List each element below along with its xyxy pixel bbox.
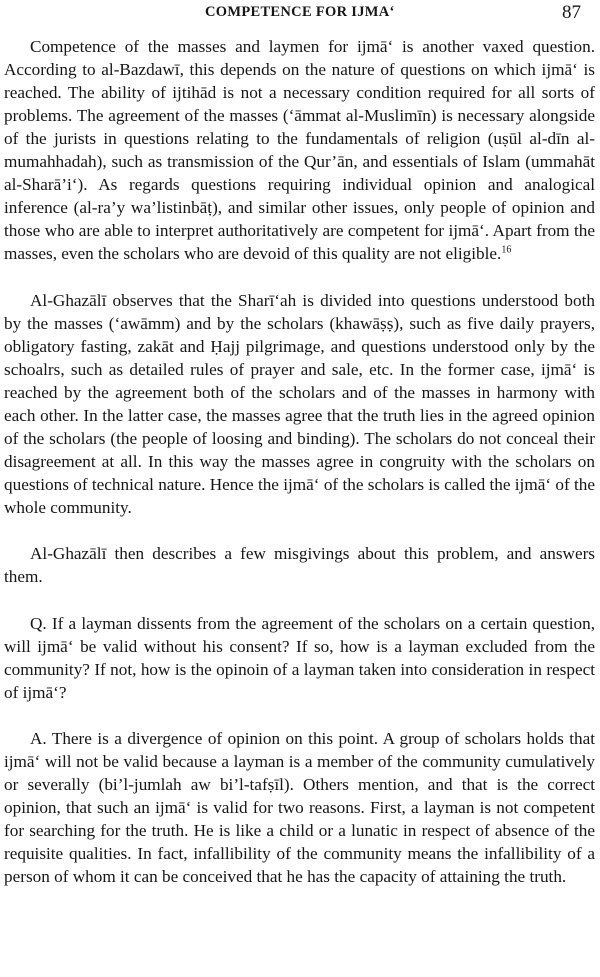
paragraph-ghazali-observes (4, 289, 595, 519)
body-text (4, 35, 595, 912)
paragraph-ghazali-misgivings (4, 542, 595, 588)
running-head: COMPETENCE FOR IJMA‘ (205, 4, 395, 20)
paragraph-answer (4, 727, 595, 888)
footnote-marker: 16 (501, 244, 512, 256)
paragraph-text: A. There is a divergence of opinion on this point. A group of scholars holds that ijmā‘ will not be valid because a layman is a member of the community cumulatively or severally (bi’l-jumlah aw bi’l-tafṣīl). Others mention, and that is the correct opinion, that such an ijmā‘ is valid for two reasons. First, a layman is not competent for searching for the truth. He is like a child or a lunatic in respect of absence of the requisite qualities. In fact, infallibility of the community means the infallibility of a person of whom it can be conceived that he has the capacity of attaining the truth. (4, 729, 595, 886)
page-number: 87 (562, 2, 581, 23)
paragraph-masses-competence (4, 35, 595, 265)
page-header (0, 4, 600, 26)
paragraph-text: Competence of the masses and laymen for ijmā‘ is another vaxed question. According to al-Bazdawī, this depends on the nature of questions on which ijmā‘ is reached. The ability of ijtihād is not a necessary condition required for all sorts of problems. The agreement of the masses (‘āmmat al-Muslimīn) is necessary alongside of the jurists in questions relating to the fundamentals of religion (uṣūl al-dīn al-mumahhadah), such as transmission of the Qur’ān, and essentials of Islam (ummahāt al-Sharā’i‘). As regards questions requiring individual opinion and analogical inference (al-ra’y wa’listinbāṭ), and similar other issues, only people of opinion and those who are able to interpret authoritatively are competent for ijmā‘. Apart from the masses, even the scholars who are devoid of this quality are not eligible. (4, 37, 595, 263)
paragraph-question (4, 612, 595, 704)
paragraph-text: Al-Ghazālī then describes a few misgivings about this problem, and answers them. (4, 544, 595, 586)
paragraph-text: Al-Ghazālī observes that the Sharī‘ah is divided into questions understood both by the masses (‘awāmm) and by the scholars (khawāṣṣ), such as five daily prayers, obligatory fasting, zakāt and Ḥajj pilgrimage, and questions understood only by the schoalrs, such as detailed rules of prayer and sale, etc. In the former case, ijmā‘ is reached by the agreement both of the scholars and of the masses in harmony with each other. In the latter case, the masses agree that the truth lies in the agreed opinion of the scholars (the people of loosing and binding). The scholars do not conceal their disagreement at all. In this way the masses agree in congruity with the scholars on questions of technical nature. Hence the ijmā‘ of the scholars is called the ijmā‘ of the whole community. (4, 290, 595, 517)
paragraph-text: Q. If a layman dissents from the agreement of the scholars on a certain question, will ijmā‘ be valid without his consent? If so, how is a layman excluded from the community? If not, how is the opinoin of a layman taken into consideration in respect of ijmā‘? (4, 613, 595, 702)
